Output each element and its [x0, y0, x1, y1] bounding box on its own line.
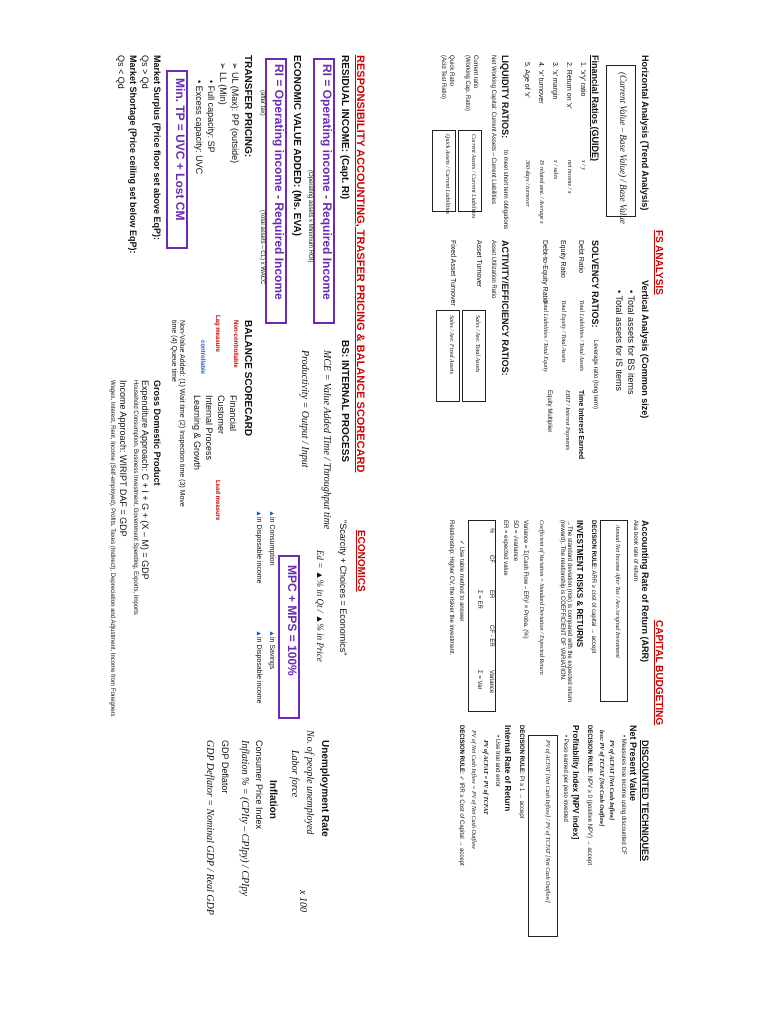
left-sheet	[95, 50, 370, 975]
ratio-2: 2. Return on 'x'	[565, 62, 572, 109]
npv-heading: Net Present Value	[628, 725, 638, 802]
relationship: Relationship: Higher CV, the riskier the investment.	[448, 520, 454, 656]
disposable-label-2: ▲in Disposable income	[255, 630, 262, 704]
npv-formula-1: PV of ACFAT [Net Cash Inflow]	[608, 740, 614, 821]
asset-turnover-formula: Sales / Ave. Total Assets	[474, 315, 480, 373]
activity-sub: Asset Utilization Ratio	[490, 240, 496, 299]
liquidity-heading: LIQUIDITY RATIOS:	[500, 55, 510, 139]
capital-budgeting-title: CAPITAL BUDGETING	[653, 620, 664, 726]
ratios-heading: Financial Ratios (GUIDE)	[590, 55, 600, 162]
residual-income-heading: RESIDUAL INCOME: (Capt. RI)	[339, 55, 350, 200]
qs-lt-qd: Qs < Qd	[116, 55, 126, 89]
balance-learning: Learning & Growth	[192, 395, 202, 471]
balance-customer: Customer	[216, 395, 226, 435]
ratio-3: 3. 'x' margin	[551, 62, 558, 100]
gdp-deflator-formula: GDP Deflator = Nominal GDP / Real GDP	[204, 740, 215, 915]
ratio-formula-4: IS related amt. / Average x	[538, 160, 544, 224]
horizontal-formula: (Current Value – Base Value) / Base Value	[618, 72, 628, 224]
mpc-mps: MPC + MPS = 100%	[285, 565, 299, 676]
current-ratio-note: (Working Cap. Ratio)	[464, 55, 470, 111]
qs-gt-qd: Qs > Qd	[140, 55, 150, 89]
income-note: Wages, Interest, Rent, Income (Self-employed), Profits, Taxes (Indirect), Depreciation and Adjustment, Income from Foreigners	[109, 380, 115, 717]
pi-heading: Profitability Index [NPV index]	[571, 725, 580, 840]
variance: Variance = Σ(Cash Flow – ER)² × Proba. (%)	[522, 520, 528, 639]
unemployment-num: No. of people unemployed	[304, 730, 315, 835]
ri-formula: RI = Operating income - Required Income	[320, 64, 334, 300]
pi-desc: • Peso earned per peso invested	[562, 735, 568, 822]
current-ratio: Current ratio	[472, 55, 478, 89]
gdp-heading: Gross Domestic Product	[152, 380, 162, 486]
ed-formula: Ed = ▲% in Qt / ▲% in Price	[315, 550, 325, 662]
market-shortage: Market Shortage (Price ceiling set below EqP):	[128, 55, 138, 254]
solvency-item-3: Debt-to-Equity Ratio	[541, 240, 548, 304]
irr-decision: DECISION RULE: ✓ IRR ≥ Cost of Capital → accept	[458, 725, 464, 866]
eva-formula: RI = Operating income - Required Income	[272, 64, 286, 300]
solvency-item-1: Debt Ratio	[577, 240, 584, 274]
solvency-formula-1: Total Liabilities / Total Assets	[578, 300, 584, 372]
risk-text: →The standard deviation (risk) is compared with the expected return (reward). The relationship is COEFFICIENT OF VARIATION.	[559, 520, 572, 703]
income-approach: Income Approach: WIRIPT DAF = GDP	[118, 380, 128, 537]
controllable-label: controllable	[199, 340, 205, 375]
quick-ratio-formula: Quick Assets / Current Liabilities	[444, 134, 450, 215]
fixed-asset-turnover: Fixed Asset Turnover	[449, 240, 456, 306]
expenditure-approach: Expenditure Approach: C + I + G + (X – M) = GDP	[140, 380, 150, 580]
inflation-heading: Inflation	[267, 780, 278, 819]
sd: SD = √variance	[512, 520, 518, 562]
irr-desc: • Use trial and error	[494, 735, 500, 787]
non-controllable-label: Non-controllable	[232, 320, 238, 368]
unemployment-den: Labor force	[289, 750, 300, 798]
vertical-item-2: • Total assets for IS items	[614, 290, 624, 392]
cv-formula: Coefficient of Variation = Standard Deviation / Expected Return	[538, 520, 544, 675]
transfer-item-ul: ➢ UL (Max): PP (outside)	[230, 62, 240, 164]
eva-heading: ECONOMIC VALUE ADDED: (Ms. EVA)	[291, 55, 302, 236]
vertical-item-1: • Total assets for BS items	[626, 290, 636, 395]
ratio-formula-1: x / y	[580, 160, 586, 170]
balance-heading: BALANCE SCORECARD	[242, 320, 253, 437]
irr-heading: Internal Rate of Return	[503, 725, 512, 812]
productivity-formula: Productivity = Output / Input	[299, 350, 310, 468]
market-surplus: Market Surplus (Price floor set above EqP):	[152, 55, 162, 241]
ratio-4: 4. 'x' turnover	[537, 62, 544, 104]
balance-internal: Internal Process	[204, 395, 214, 461]
lead-measure-label: Lead measure	[214, 480, 220, 521]
ratio-formula-5: 360 days / turnover	[524, 160, 530, 207]
horizontal-heading: Horizontal Analysis (Trend Analysis)	[640, 55, 650, 211]
ri-note: (Operating assets x Minimum ROI)	[307, 170, 313, 263]
mce-formula: MCE = Value Added Time / Throughput time	[321, 350, 332, 530]
ratio-1: 1. 'x'y' ratio	[579, 62, 586, 97]
risk-heading: INVESTMENT RISKS & RETURNS	[575, 520, 584, 648]
solvency-sub: Leverage ratio (long term)	[592, 340, 598, 410]
economics-heading: ECONOMICS	[355, 530, 366, 592]
current-ratio-formula: Current Assets / Current Liabilities	[470, 134, 476, 219]
non-value-added: Non-Value Added: (1) Wait time (2) Inspection time (3) Move time (4) Queue time	[169, 320, 185, 507]
asset-turnover: Asset Turnover	[475, 240, 482, 288]
unemployment-mult: x 100	[297, 890, 308, 912]
table-h-5: Variance	[488, 670, 494, 694]
transfer-sub-excess: • Excess capacity: UVC	[194, 80, 204, 175]
table-h-3: ER	[488, 590, 494, 599]
quick-ratio: Quick Ratio	[448, 55, 454, 87]
table-note: ✓ Use table method to answer	[458, 540, 464, 622]
equity-multiplier: Equity Multiplier	[546, 390, 552, 433]
left-title: RESPONSIBILITY ACCOUNTING, TRASFER PRICING & BALANCE SCORECARD	[354, 55, 366, 473]
fixed-asset-turnover-formula: Sales / Ave. Fixed Assets	[448, 315, 454, 374]
ratio-formula-2: net income / x	[566, 160, 572, 194]
right-sheet	[400, 50, 668, 975]
transfer-item-ll: ➢ LL (Min)	[218, 62, 228, 105]
table-h-1: %	[488, 528, 494, 534]
pi-formula: PV of ACFAT [Net Cash Inflow] / PV of TCFAT [Net Cash Outflow]	[544, 740, 550, 903]
eva-note-right: (Total assets – CL) x WACC	[259, 210, 265, 285]
expenditure-note: Household Consumption, Business Investment, Government Spending, Exports, Imports	[132, 380, 138, 615]
npv-desc: • Measures true income using discounted CF	[620, 735, 626, 855]
solvency-formula-3: Total Liabilities / Total Equity	[542, 300, 548, 372]
table-sum-var: Σ = Var	[476, 670, 482, 690]
scarcity-quote: "Scarcity + Choices = Economics"	[338, 520, 348, 656]
min-tp: Min. TP = UVC + Lost CM	[173, 78, 187, 221]
table-h-4: CF - ER	[488, 625, 494, 647]
lag-measure-label: Lag measure	[214, 315, 220, 353]
tie-label: Time Interest Earned	[577, 390, 584, 460]
eva-note-left: (after tax)	[259, 90, 265, 116]
activity-heading: ACTIVITY/EFFICIENCY RATIOS:	[500, 240, 510, 376]
fs-title: FS ANALYSIS	[653, 230, 664, 295]
transfer-sub-full: • Full capacity: SP	[206, 80, 216, 153]
tie-formula: EBIT / Interest Payments	[564, 390, 570, 451]
irr-formula-2: PV of Net Cash Inflow = PV of Net Cash Outflow	[470, 730, 476, 849]
table-h-2: CF	[488, 555, 494, 563]
inflation-formula: Inflation % = (CPIty – CPIpy) / CPIpy	[239, 740, 250, 896]
discounted-heading: DISCOUNTED TECHNIQUES	[640, 740, 650, 862]
solvency-item-2: Equity Ratio	[559, 240, 566, 278]
npv-formula-2: less: PV of TCFAT [Net Cash Outflow]	[598, 730, 604, 827]
disposable-label-1: ▲in Disposable income	[255, 510, 262, 584]
arr-heading: Accounting Rate of Return (ARR)	[640, 520, 650, 662]
solvency-formula-2: Total Equity / Total Assets	[560, 300, 566, 363]
ratio-5: 5. Age of 'x'	[523, 62, 530, 98]
table-sum-er: Σ = ER	[476, 590, 482, 609]
arr-formula: Annual Net Income After Tax / Ave./original Investment	[614, 525, 620, 658]
arr-decision: DECISION RULE: ARR ≥ cost of capital → accept	[590, 520, 596, 654]
consumption-label: ▲in Consumption	[268, 510, 275, 566]
vertical-heading: Vertical Analysis (Common size)	[640, 280, 650, 419]
arr-sub: Aka book rate of return	[632, 520, 638, 582]
pi-decision: DECISION RULE: PI ≥ 1 → accept	[518, 725, 524, 819]
liquidity-sub: to meet short term obligations	[502, 150, 508, 230]
er: ER = expected value	[502, 520, 508, 576]
balance-financial: Financial	[228, 395, 238, 432]
unemployment-heading: Unemployment Rate	[319, 740, 330, 837]
bs-heading: BS: INTERNAL PROCESS	[339, 340, 350, 463]
solvency-heading: SOLVENCY RATIOS:	[590, 240, 600, 328]
transfer-heading: TRANSFER PRICING:	[242, 55, 253, 158]
irr-formula: PV of ACFAT = PV of TCFAT	[482, 740, 488, 815]
npv-decision: DECISION RULE: NPV ≥ 0 (positive NPV) → accept	[586, 725, 592, 866]
savings-label: ▲in Savings	[268, 630, 275, 670]
gdp-deflator-label: GDP Deflator	[220, 740, 230, 794]
quick-ratio-note: (Acid Test Ratio)	[440, 55, 446, 99]
ratio-formula-3: x / sales	[552, 160, 558, 180]
net-working-capital: Net Working Capital: Current Assets – Current Liabilities	[490, 55, 496, 204]
cpi-label: Consumer Price Index	[254, 740, 264, 830]
